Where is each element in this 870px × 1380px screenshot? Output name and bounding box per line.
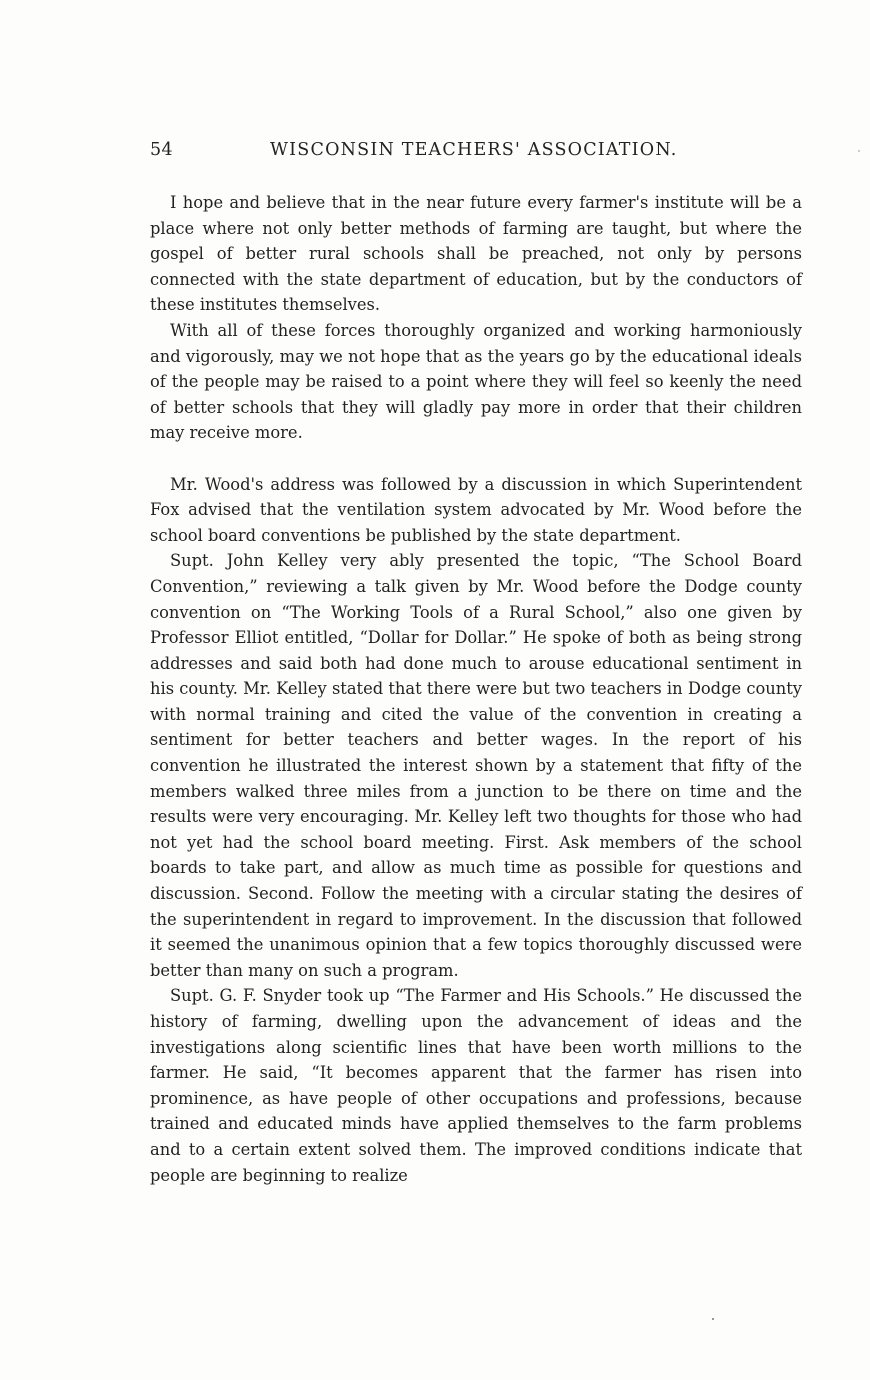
paragraph-wood-discussion: Mr. Wood's address was followed by a discussion in which Superintendent Fox advised that the ventilation system advocated by Mr. Wood before the school board conventions be published by the state department. (150, 474, 802, 545)
running-title: WISCONSIN TEACHERS' ASSOCIATION. (270, 140, 678, 160)
paragraph-kelley-convention: Supt. John Kelley very ably presented the topic, “The School Board Convention,” reviewing a talk given by Mr. Wood before the Dodge county convention on “The Working Tools of a Rural School,” also one given by Professor Elliot entitled, “Dollar for Dollar.” He spoke of both as being strong addresses and said both had done much to arouse educational sentiment in his county. Mr. Kelley stated that there were but two teachers in Dodge county with normal training and cited the value of the convention in creating a sentiment for better teachers and better wages. In the report of his convention he illustrated the interest shown by a statement that fifty of the members walked three miles from a junction to be there on time and the results were very encouraging. Mr. Kelley left two thoughts for those who had not yet had the school board meeting. First. Ask members of the school boards to take part, and allow as much time as possible for questions and discussion. Second. Follow the meeting with a circular stating the desires of the superintendent in regard to improvement. In the discussion that followed it seemed the unanimous opinion that a few topics thoroughly discussed were better than many on such a program. (150, 551, 802, 980)
page-header (150, 140, 802, 170)
page-number: 54 (150, 140, 174, 160)
page-body (150, 190, 802, 1188)
paper-speck (712, 1318, 714, 1320)
paragraph-snyder-farmer: Supt. G. F. Snyder took up “The Farmer and His Schools.” He discussed the history of farming, dwelling upon the advancement of ideas and the investigations along scientific lines that have been worth millions to the farmer. He said, “It becomes apparent that the farmer has risen into prominence, as have people of other occupations and professions, because trained and educated minds have applied themselves to the farm problems and to a certain extent solved them. The improved conditions indicate that people are beginning to realize (150, 986, 802, 1185)
paragraph-farmers-institute: I hope and believe that in the near future every farmer's institute will be a place where not only better methods of farming are taught, but where the gospel of better rural schools shall be preached, not only by persons connected with the state department of education, but by the conductors of these institutes themselves. (150, 193, 802, 315)
paper-speck (858, 150, 860, 152)
paragraph-forces-organized: With all of these forces thoroughly organized and working harmoniously and vigorously, may we not hope that as the years go by the educational ideals of the people may be raised to a point where they will feel so keenly the need of better schools that they will gladly pay more in order that their children may receive more. (150, 320, 802, 443)
